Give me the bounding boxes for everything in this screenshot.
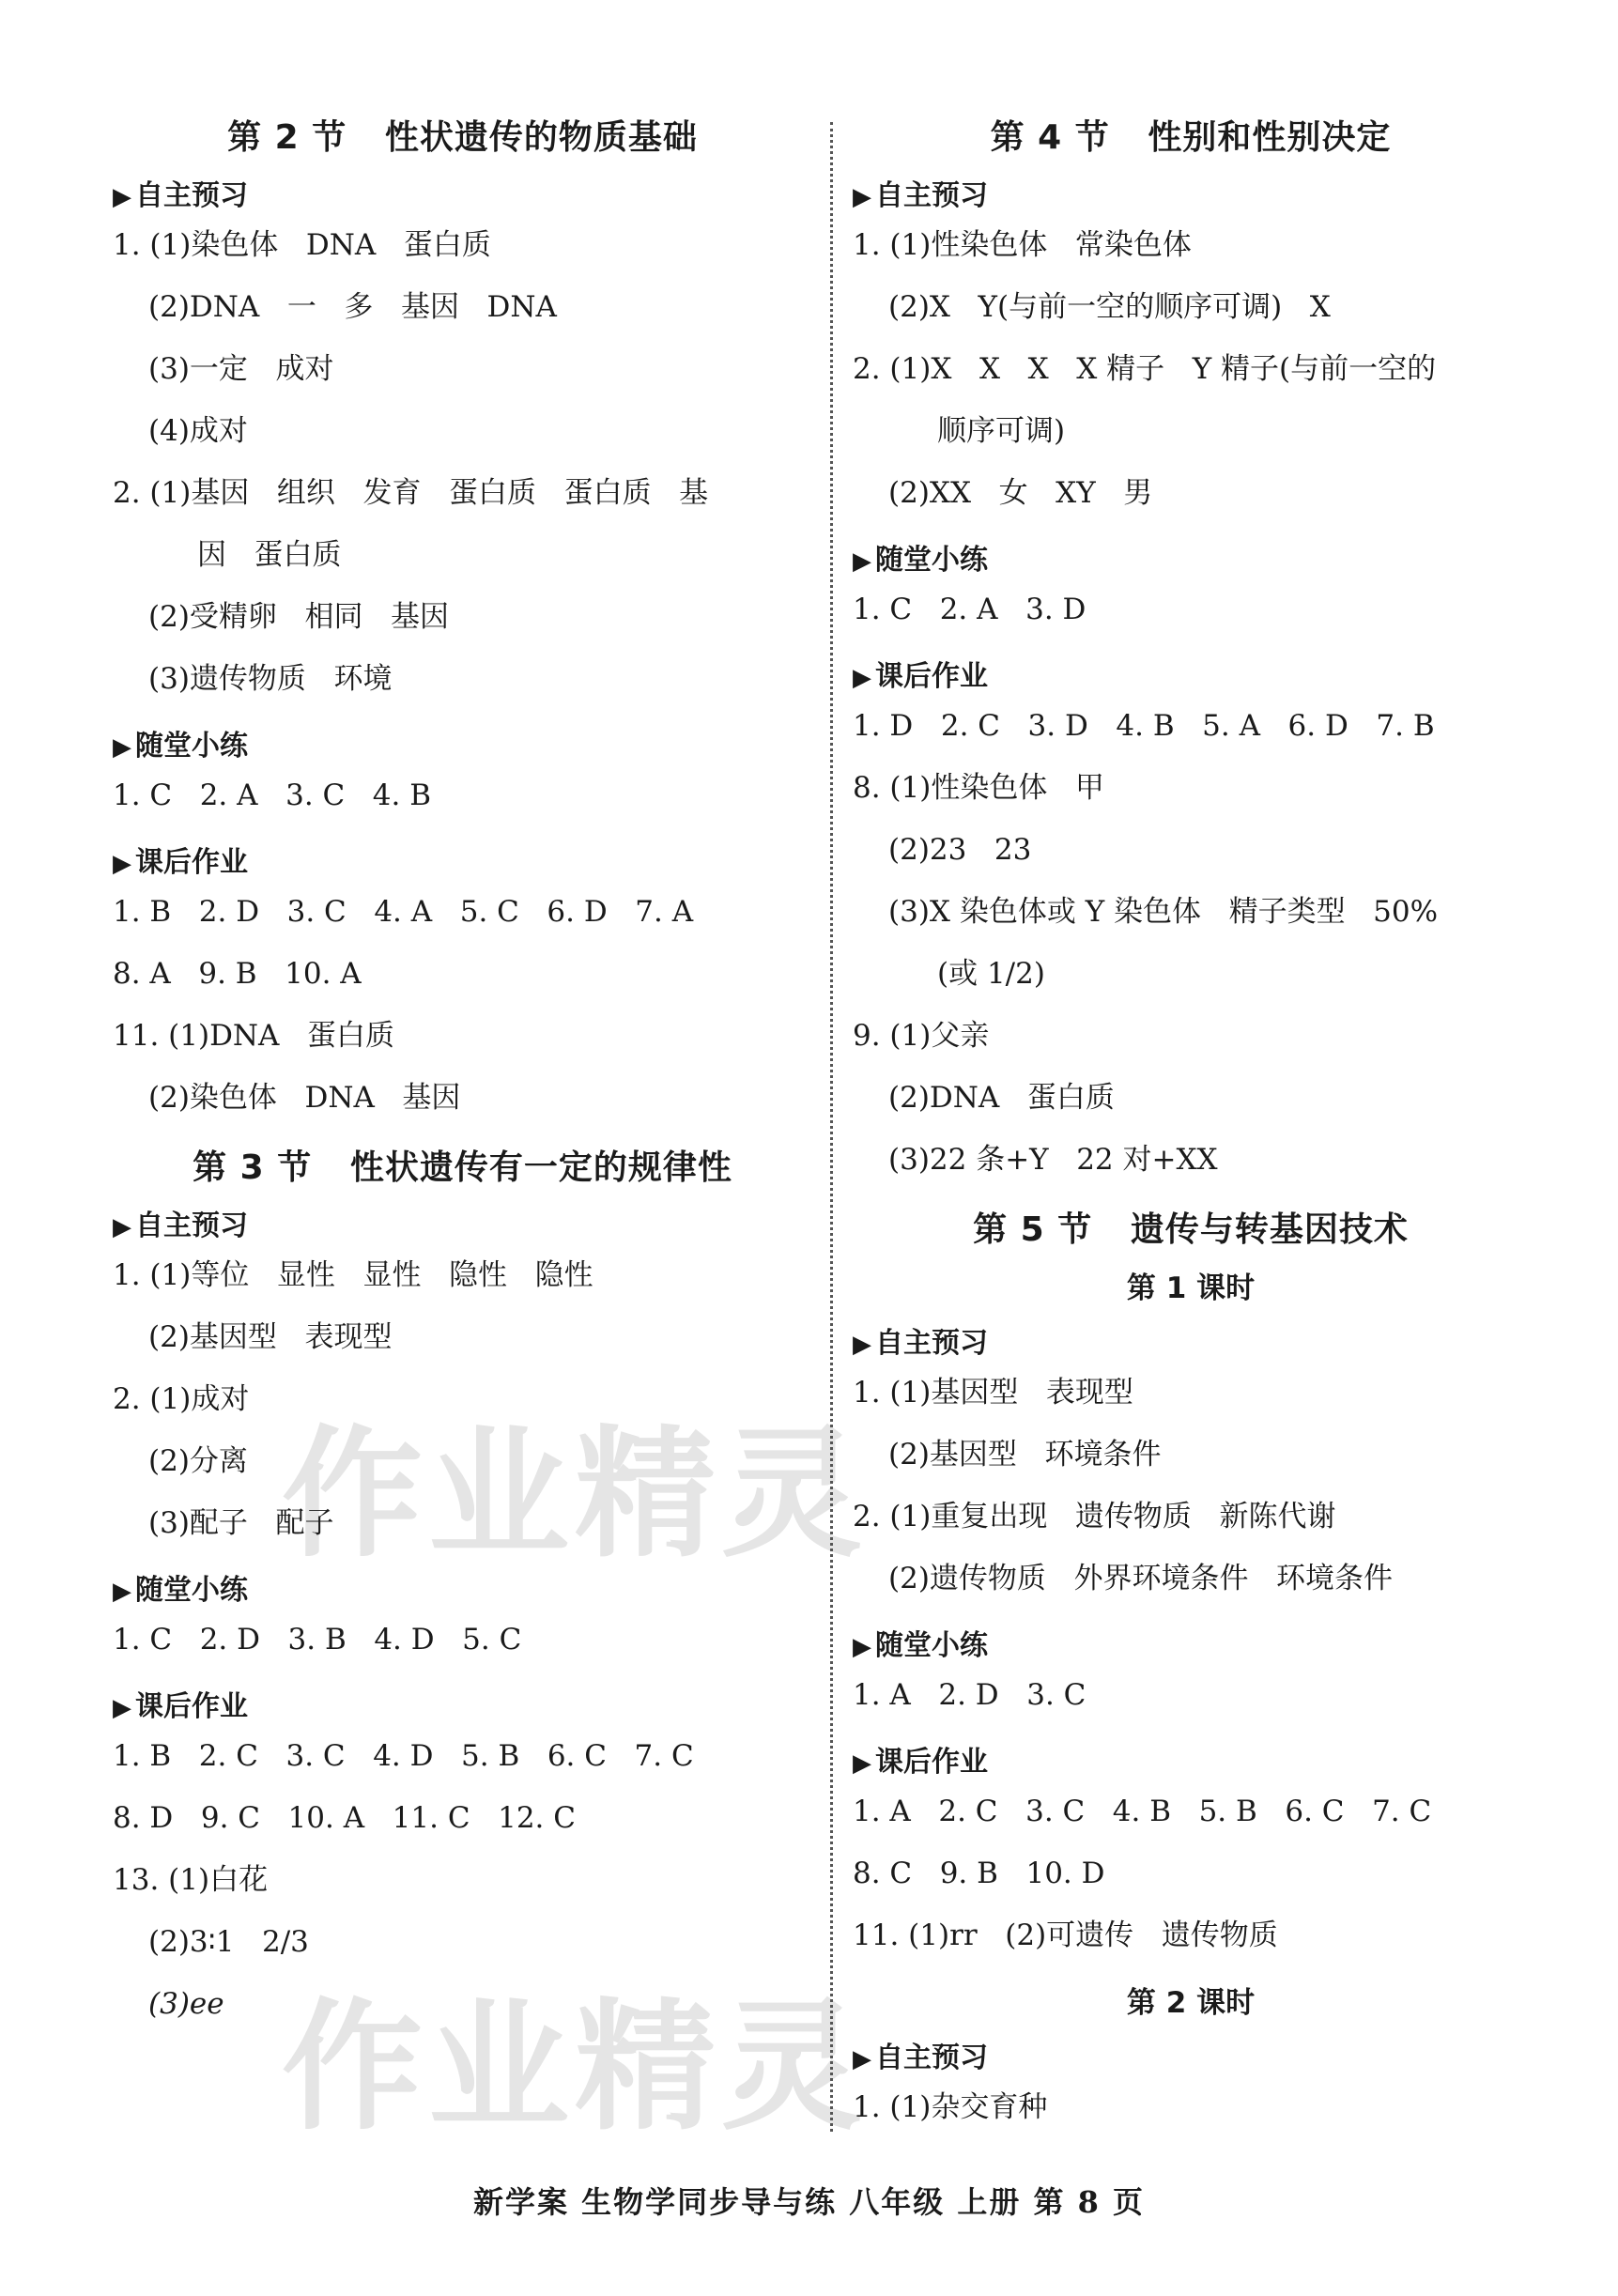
answer-line: 2. (1)重复出现 遗传物质 新陈代谢 [853,1500,1336,1533]
answer-line: (2)DNA 蛋白质 [888,1081,1115,1115]
answer-line: 1. (1)性染色体 常染色体 [853,228,1192,262]
answer-line: (3)一定 成对 [148,352,334,386]
answer-line: 1. C 2. D 3. B 4. D 5. C [113,1623,522,1657]
answer-line: (2)3∶1 2/3 [148,1925,309,1959]
answer-line: 1. (1)杂交育种 [853,2090,1048,2124]
subsection-heading: ▶ 自主预习 [113,172,812,213]
answer-line: 8. A 9. B 10. A [113,957,362,991]
answer-line: 1. B 2. D 3. C 4. A 5. C 6. D 7. A [113,895,694,929]
answer-line: 1. A 2. C 3. C 4. B 5. B 6. C 7. C [853,1795,1432,1828]
answer-line: 1. D 2. C 3. D 4. B 5. A 6. D 7. B [853,709,1435,743]
answer-line: (2)染色体 DNA 基因 [148,1081,461,1115]
answer-line: (2)受精卵 相同 基因 [148,600,450,634]
subsection-heading: ▶ 随堂小练 [853,1622,1529,1663]
answer-line: (2)遗传物质 外界环境条件 环境条件 [888,1562,1394,1595]
section-title: 第 3 节 性状遗传有一定的规律性 [193,1148,732,1187]
answer-line: 1. (1)基因型 表现型 [853,1376,1133,1410]
column-divider [830,122,833,2132]
lesson-title: 第 2 课时 [1126,1986,1256,2020]
answer-line: (2)DNA 一 多 基因 DNA [148,290,557,324]
answer-line: (2)X Y(与前一空的顺序可调) X [888,290,1331,324]
subsection-heading: ▶ 随堂小练 [113,1566,812,1608]
left-column [113,103,812,2047]
right-column [853,103,1529,2150]
answer-line: (2)基因型 环境条件 [888,1438,1162,1472]
answer-line: 9. (1)父亲 [853,1019,990,1053]
subsection-heading: ▶ 自主预习 [853,172,1529,213]
page-footer: 新学案 生物学同步导与练 八年级 上册 第 8 页 [472,2184,1146,2220]
answer-line: 1. B 2. C 3. C 4. D 5. B 6. C 7. C [113,1739,694,1773]
answer-line: (3)22 条+Y 22 对+XX [888,1143,1218,1177]
answer-line: 因 蛋白质 [197,538,342,572]
section-title: 第 5 节 遗传与转基因技术 [973,1210,1409,1249]
subsection-heading: ▶ 随堂小练 [113,722,812,763]
subsection-heading: ▶ 课后作业 [853,653,1529,694]
answer-line: 顺序可调) [937,414,1066,448]
answer-line: (3)X 染色体或 Y 染色体 精子类型 50% [888,895,1439,929]
answer-line: 1. C 2. A 3. C 4. B [113,778,432,812]
answer-line: 8. (1)性染色体 甲 [853,771,1104,805]
answer-line: 11. (1)rr (2)可遗传 遗传物质 [853,1918,1278,1952]
answer-line: 13. (1)白花 [113,1863,269,1897]
subsection-heading: ▶ 自主预习 [853,2034,1529,2075]
answer-line: 2. (1)基因 组织 发育 蛋白质 蛋白质 基 [113,476,709,510]
section-title: 第 2 节 性状遗传的物质基础 [227,118,698,157]
subsection-heading: ▶ 课后作业 [853,1738,1529,1780]
lesson-title: 第 1 课时 [1126,1271,1256,1305]
answer-line: (2)基因型 表现型 [148,1320,393,1354]
answer-line: (2)23 23 [888,833,1032,867]
answer-line: 1. A 2. D 3. C [853,1678,1086,1712]
answer-line: (3)配子 配子 [148,1506,334,1540]
answer-line: 8. C 9. B 10. D [853,1857,1105,1890]
answer-line: 2. (1)成对 [113,1382,250,1416]
answer-line: 11. (1)DNA 蛋白质 [113,1019,394,1053]
answer-line: (3)ee [148,1987,224,2021]
section-title: 第 4 节 性别和性别决定 [990,118,1392,157]
watermark: 作业精灵 [282,1986,869,2150]
answer-line: (2)XX 女 XY 男 [888,476,1153,510]
watermark: 作业精灵 [282,1413,869,1577]
subsection-heading: ▶ 自主预习 [853,1319,1529,1361]
answer-line: 2. (1)X X X X 精子 Y 精子(与前一空的 [853,352,1437,386]
subsection-heading: ▶ 随堂小练 [853,536,1529,578]
answer-line: (4)成对 [148,414,248,448]
answer-line: 1. C 2. A 3. D [853,593,1086,626]
subsection-heading: ▶ 课后作业 [113,839,812,880]
subsection-heading: ▶ 课后作业 [113,1683,812,1724]
answer-line: 8. D 9. C 10. A 11. C 12. C [113,1801,576,1835]
answer-line: (3)遗传物质 环境 [148,662,393,696]
answer-line: 1. (1)染色体 DNA 蛋白质 [113,228,491,262]
answer-line: (2)分离 [148,1444,248,1478]
answer-line: (或 1/2) [937,957,1045,991]
subsection-heading: ▶ 自主预习 [113,1202,812,1243]
answer-line: 1. (1)等位 显性 显性 隐性 隐性 [113,1258,593,1292]
